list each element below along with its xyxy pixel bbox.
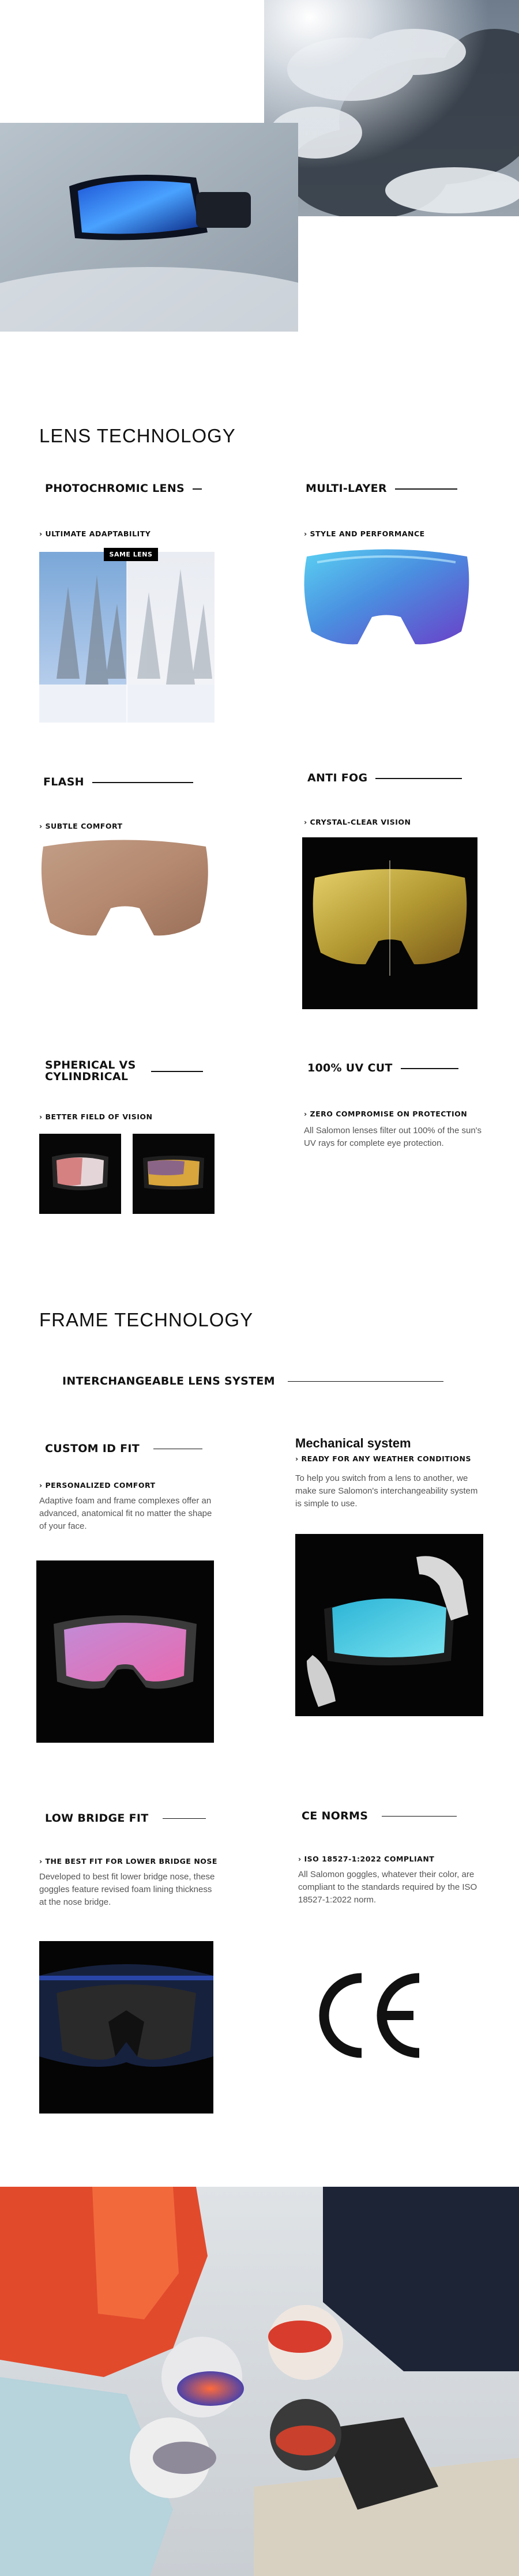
custom-id-sub: › PERSONALIZED COMFORT [39, 1481, 156, 1490]
sky-clouds-photo [264, 0, 519, 216]
custom-id-description: Adaptive foam and frame complexes offer an advanced, anatomical fit no matter the shape of your face. [39, 1496, 212, 1531]
spherical-sub: › BETTER FIELD OF VISION [39, 1112, 153, 1121]
multilayer-heading-text: MULTI-LAYER [306, 482, 387, 495]
flash-sub: › SUBTLE COMFORT [39, 822, 123, 830]
photochromic-heading [45, 483, 202, 495]
heading-rule [375, 778, 462, 779]
heading-rule [401, 1068, 458, 1069]
photochromic-heading-text: PHOTOCHROMIC LENS [45, 482, 185, 495]
mechanical-goggle-image [295, 1534, 483, 1716]
frame-technology-title: FRAME TECHNOLOGY [39, 1309, 254, 1330]
photochromic-sub: › ULTIMATE ADAPTABILITY [39, 529, 151, 538]
uv-heading-text: 100% UV CUT [307, 1062, 393, 1074]
heading-rule [193, 488, 202, 490]
heading-rule [92, 782, 193, 783]
heading-rule [163, 1818, 206, 1819]
low-bridge-goggle-image [39, 1941, 213, 2114]
heading-rule [288, 1381, 443, 1382]
heading-rule [395, 488, 457, 490]
heading-rule [382, 1816, 457, 1817]
custom-id-goggle-image [36, 1560, 214, 1743]
low-bridge-sub: › THE BEST FIT FOR LOWER BRIDGE NOSE [39, 1857, 217, 1866]
photochromic-forest-photo [39, 552, 215, 723]
custom-id-heading [45, 1443, 202, 1455]
interchangeable-heading [62, 1376, 443, 1387]
ce-norms-sub: › ISO 18527-1:2022 COMPLIANT [298, 1855, 435, 1863]
custom-id-heading-text: CUSTOM ID FIT [45, 1442, 140, 1455]
interchangeable-heading-text: INTERCHANGEABLE LENS SYSTEM [62, 1375, 275, 1387]
ce-norms-description: All Salomon goggles, whatever their color, are compliant to the standards required by the ISO 18527-1:2022 norm. [298, 1870, 477, 1905]
mechanical-heading: Mechanical system [295, 1436, 411, 1450]
multilayer-sub: › STYLE AND PERFORMANCE [304, 529, 425, 538]
spherical-goggle-image [39, 1134, 121, 1214]
low-bridge-heading-text: LOW BRIDGE FIT [45, 1812, 149, 1825]
uv-description: All Salomon lenses filter out 100% of the sun's UV rays for complete eye protection. [304, 1126, 482, 1148]
ce-mark-logo [314, 1972, 430, 2059]
antifog-heading [307, 773, 462, 784]
flash-lens-image [37, 836, 212, 943]
mechanical-sub: › READY FOR ANY WEATHER CONDITIONS [295, 1454, 471, 1463]
same-lens-badge-text: SAME LENS [109, 551, 153, 558]
ce-norms-heading [302, 1811, 457, 1822]
flash-heading-text: FLASH [43, 776, 84, 788]
lens-technology-title: LENS TECHNOLOGY [39, 425, 236, 446]
goggle-hero-photo [0, 123, 298, 332]
uv-sub: › ZERO COMPROMISE ON PROTECTION [304, 1110, 468, 1118]
antifog-lens-image [302, 837, 477, 1009]
multilayer-lens-image [300, 545, 473, 652]
low-bridge-heading [45, 1813, 206, 1825]
spherical-heading [45, 1060, 218, 1083]
antifog-sub: › CRYSTAL-CLEAR VISION [304, 818, 411, 826]
same-lens-badge [104, 548, 158, 561]
cylindrical-goggle-image [133, 1134, 215, 1214]
low-bridge-description: Developed to best fit lower bridge nose, these goggles feature revised foam lining thickness at the nose bridge. [39, 1872, 215, 1907]
uv-heading [307, 1063, 458, 1074]
heading-rule [151, 1071, 203, 1072]
ce-norms-heading-text: CE NORMS [302, 1810, 368, 1822]
multilayer-heading [306, 483, 457, 495]
antifog-heading-text: ANTI FOG [307, 772, 368, 784]
skiers-group-photo [0, 2187, 519, 2576]
flash-heading [43, 777, 193, 788]
mechanical-description: To help you switch from a lens to another, we make sure Salomon's interchangeability system is simple to use. [295, 1473, 478, 1509]
spherical-heading-text: SPHERICAL VS CYLINDRICAL [45, 1059, 136, 1083]
